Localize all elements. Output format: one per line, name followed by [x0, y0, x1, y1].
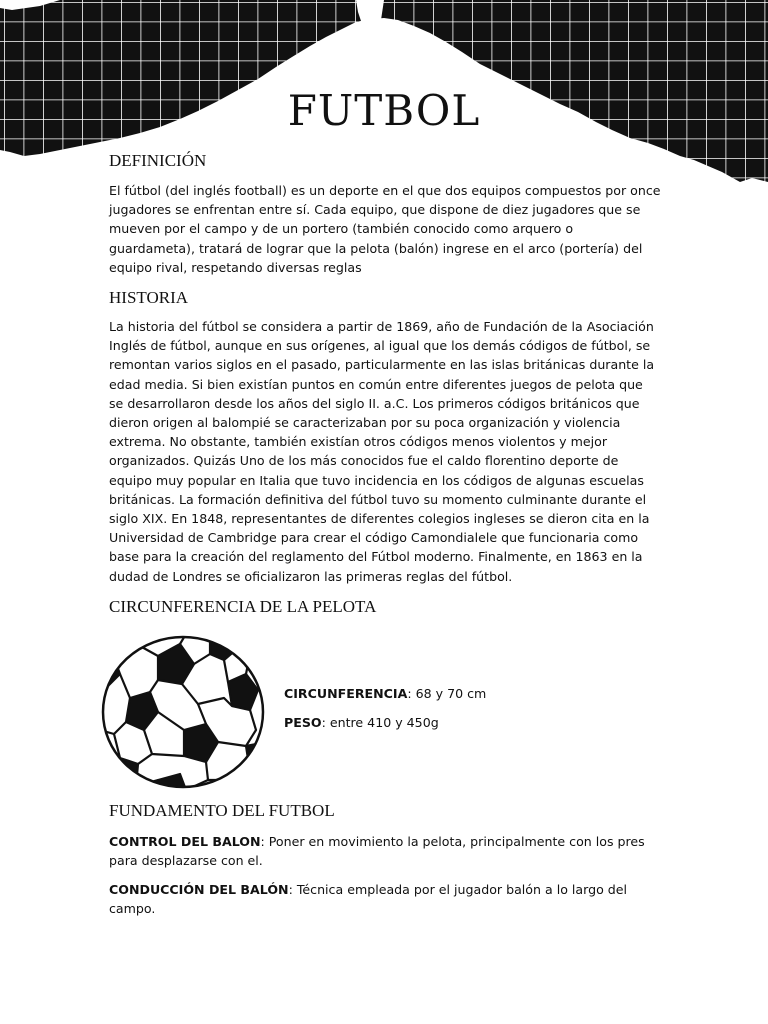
peso-value: : entre 410 y 450g	[321, 715, 439, 730]
circunferencia-label: CIRCUNFERENCIA	[284, 686, 408, 701]
circunferencia-heading: CIRCUNFERENCIA DE LA PELOTA	[109, 597, 377, 616]
circunferencia-spec	[284, 686, 486, 701]
control-balon-text	[109, 832, 661, 870]
conduccion-balon-text	[109, 880, 661, 918]
historia-heading: HISTORIA	[109, 288, 189, 307]
definicion-heading: DEFINICIÓN	[109, 151, 207, 170]
historia-text: La historia del fútbol se considera a partir de 1869, año de Fundación de la Asociación Inglés de fútbol, aunque en sus orígenes, al igual que los demás códigos de fútbol, se remontan varios siglos en el pasado, particularmente en las islas británicas durante la edad media. Si bien existían puntos en común entre diferentes juegos de pelota que se desarrollaron desde los años del siglo II. a.C. Los primeros códigos británicos que dieron origen al balompié se caracterizaban por su poca organización y violencia extrema. No obstante, también existían otros códigos menos violentos y mejor organizados. Quizás Uno de los más conocidos fue el caldo florentino deporte de equipo muy popular en Italia que tuvo incidencia en los códigos de algunas escuelas británicas. La formación definitiva del fútbol tuvo su momento culminante durante el siglo XIX. En 1848, representantes de diferentes colegios ingleses se dieron cita en la Universidad de Cambridge para crear el código Camondialele que funcionaria como base para la creación del reglamento del Fútbol moderno. Finalmente, en 1863 en la dudad de Londres se oficializaron las primeras reglas del fútbol.	[109, 319, 655, 584]
soccer-ball-icon	[100, 634, 266, 790]
circunferencia-value: : 68 y 70 cm	[407, 686, 487, 701]
control-balon-label: CONTROL DEL BALON	[109, 834, 261, 849]
conduccion-balon-label: CONDUCCIÓN DEL BALÓN	[109, 882, 289, 897]
definicion-text: El fútbol (del inglés football) es un deporte en el que dos equipos compuestos por once jugadores se enfrentan entre sí. Cada equipo, que dispone de diez jugadores que se mueven por el campo y de un portero (también conocido como arquero o guardameta), tratará de lograr que la pelota (balón) ingrese en el arco (portería) del equipo rival, respetando diversas reglas	[109, 183, 661, 275]
conduccion-balon-desc: : Técnica empleada por el jugador balón a lo largo del campo.	[109, 882, 628, 917]
peso-spec	[284, 715, 439, 730]
page-title: FUTBOL	[287, 86, 481, 135]
peso-label: PESO	[284, 715, 322, 730]
control-balon-desc: : Poner en movimiento la pelota, principalmente con los pres para desplazarse con el.	[109, 834, 645, 869]
fundamento-heading: FUNDAMENTO DEL FUTBOL	[109, 801, 335, 820]
